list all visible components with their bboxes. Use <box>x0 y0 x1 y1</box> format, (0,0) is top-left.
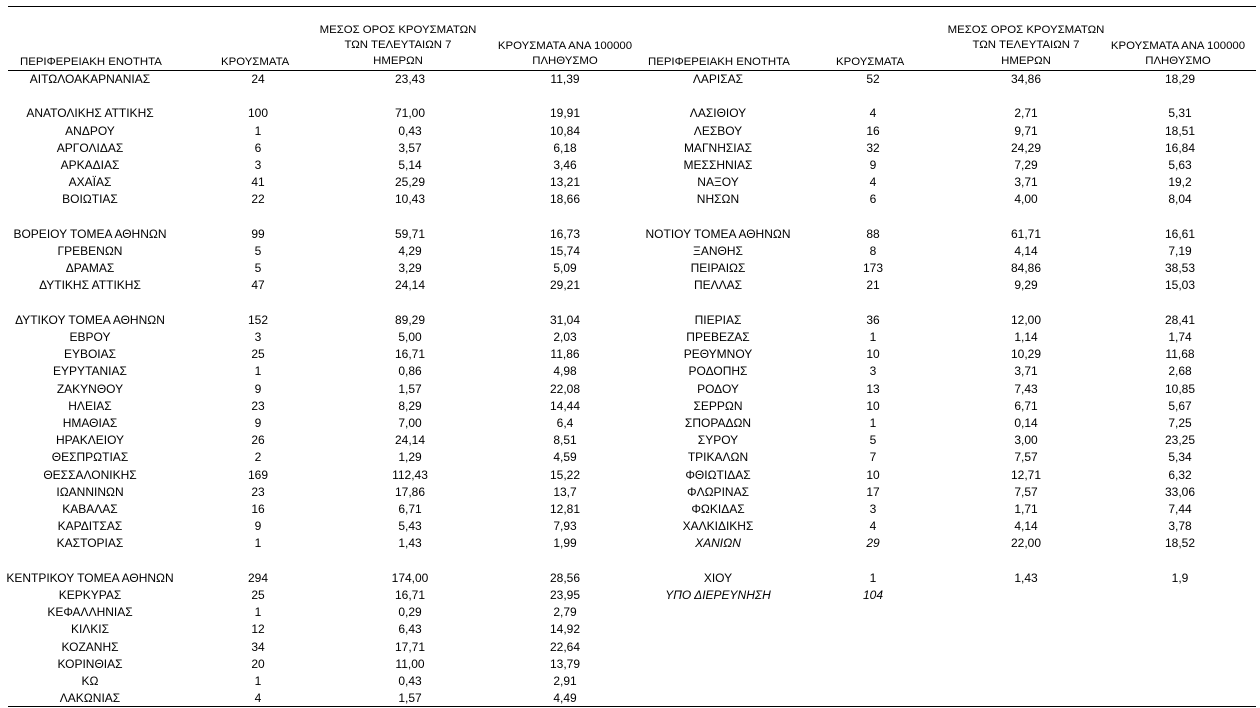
cases-per-100k: 3,78 <box>1168 519 1192 534</box>
table-row <box>0 330 1260 345</box>
cases-per-100k: 19,2 <box>1168 175 1192 190</box>
case-count: 1 <box>869 330 877 344</box>
region-name: ΠΙΕΡΙΑΣ <box>694 312 742 327</box>
table-row <box>0 364 1260 379</box>
cases-per-100k: 7,19 <box>1168 244 1192 258</box>
seven-day-average: 174,00 <box>391 570 429 585</box>
region-name: ΘΕΣΠΡΩΤΙΑΣ <box>51 450 129 465</box>
case-count: 3 <box>869 502 877 516</box>
case-count: 1 <box>254 123 262 138</box>
region-name: ΧΑΝΙΩΝ <box>695 536 741 551</box>
case-count: 3 <box>254 158 262 172</box>
table-row <box>0 141 1260 156</box>
region-name: ΗΛΕΙΑΣ <box>68 398 112 413</box>
case-count: 13 <box>866 381 880 396</box>
cases-per-100k: 38,53 <box>1164 261 1196 276</box>
header-avg-line-1: ΜΕΣΟΣ ΟΡΟΣ ΚΡΟΥΣΜΑΤΩΝ <box>947 24 1105 36</box>
header-per-100k <box>1088 40 1260 68</box>
cases-per-100k: 18,66 <box>549 192 581 207</box>
case-count: 6 <box>869 192 877 207</box>
region-name: ΛΕΣΒΟΥ <box>693 123 743 138</box>
case-count: 9 <box>869 158 877 172</box>
header-per-100k-line-1: ΚΡΟΥΣΜΑΤΑ ΑΝΑ 100000 <box>1110 40 1246 52</box>
region-name: ΣΠΟΡΑΔΩΝ <box>684 416 752 430</box>
case-count: 32 <box>866 140 880 155</box>
case-count: 29 <box>866 536 880 551</box>
cases-per-100k: 15,74 <box>549 244 581 258</box>
region-name: ΖΑΚΥΝΘΟΥ <box>56 381 124 396</box>
seven-day-average: 9,29 <box>1014 278 1038 293</box>
case-count: 26 <box>251 433 265 448</box>
region-name: ΧΙΟΥ <box>703 570 733 585</box>
region-name: ΛΑΡΙΣΑΣ <box>692 72 744 86</box>
case-count: 152 <box>247 312 269 327</box>
table-row <box>0 106 1260 121</box>
region-name: ΕΒΡΟΥ <box>69 330 111 344</box>
seven-day-average: 7,57 <box>1014 450 1038 465</box>
case-count: 294 <box>247 570 269 585</box>
header-avg-line-3: ΗΜΕΡΩΝ <box>373 54 423 67</box>
cases-per-100k: 8,04 <box>1168 192 1192 207</box>
table-row <box>0 158 1260 173</box>
seven-day-average: 0,14 <box>1014 416 1038 430</box>
region-name: ΠΡΕΒΕΖΑΣ <box>686 330 750 344</box>
region-name: ΛΑΚΩΝΙΑΣ <box>59 691 121 706</box>
region-name: ΘΕΣΣΑΛΟΝΙΚΗΣ <box>43 467 137 482</box>
case-count: 6 <box>254 140 262 155</box>
cases-per-100k: 11,68 <box>1165 347 1195 362</box>
table-row <box>0 175 1260 190</box>
header-cases: ΚΡΟΥΣΜΑΤΑ <box>221 56 290 68</box>
cases-per-100k: 5,34 <box>1168 450 1192 465</box>
region-name: ΗΜΑΘΙΑΣ <box>62 416 118 430</box>
seven-day-average: 89,29 <box>394 312 426 327</box>
case-count: 1 <box>254 536 262 551</box>
seven-day-average: 59,71 <box>394 226 426 241</box>
table-row <box>0 227 1260 242</box>
seven-day-average: 10,43 <box>394 192 426 207</box>
cases-per-100k: 6,18 <box>553 140 577 155</box>
seven-day-average: 1,14 <box>1014 330 1038 344</box>
case-count: 9 <box>254 416 262 430</box>
seven-day-average: 4,14 <box>1014 244 1038 258</box>
region-name: ΔΥΤΙΚΟΥ ΤΟΜΕΑ ΑΘΗΝΩΝ <box>15 312 165 327</box>
region-name: ΙΩΑΝΝΙΝΩΝ <box>56 484 124 499</box>
case-count: 24 <box>251 72 265 86</box>
seven-day-average: 7,29 <box>1014 158 1038 172</box>
case-count: 9 <box>254 381 262 396</box>
region-name: ΡΟΔΟΠΗΣ <box>688 364 748 379</box>
cases-per-100k: 23,95 <box>549 588 581 602</box>
region-name: ΤΡΙΚΑΛΩΝ <box>687 450 749 465</box>
region-name: ΚΕΝΤΡΙΚΟΥ ΤΟΜΕΑ ΑΘΗΝΩΝ <box>6 570 174 585</box>
seven-day-average: 2,71 <box>1014 106 1038 121</box>
region-name: ΗΡΑΚΛΕΙΟΥ <box>55 433 125 448</box>
seven-day-average: 0,29 <box>398 605 422 620</box>
case-count: 9 <box>254 519 262 534</box>
region-name: ΛΑΣΙΘΙΟΥ <box>689 106 747 121</box>
region-name: ΚΕΡΚΥΡΑΣ <box>58 588 122 602</box>
header-region: ΠΕΡΙΦΕΡΕΙΑΚΗ ΕΝΟΤΗΤΑ <box>648 56 790 68</box>
case-count: 7 <box>869 450 877 465</box>
seven-day-average: 24,29 <box>1010 140 1042 155</box>
cases-per-100k: 13,21 <box>549 175 581 190</box>
cases-per-100k: 7,25 <box>1168 416 1192 430</box>
top-rule <box>8 6 1256 7</box>
cases-per-100k: 11,39 <box>550 72 580 86</box>
seven-day-average: 7,57 <box>1014 484 1038 499</box>
region-name: ΦΩΚΙΔΑΣ <box>691 502 745 516</box>
cases-per-100k: 10,85 <box>1164 381 1196 396</box>
region-name: ΚΟΖΑΝΗΣ <box>61 639 119 654</box>
seven-day-average: 112,43 <box>392 467 428 482</box>
seven-day-average: 4,29 <box>398 244 422 258</box>
region-name: ΚΩ <box>81 674 99 688</box>
header-per-100k <box>475 40 655 68</box>
table-row <box>0 622 1260 637</box>
table-row <box>0 347 1260 362</box>
seven-day-average: 4,00 <box>1014 192 1038 207</box>
cases-per-100k: 7,44 <box>1168 502 1192 516</box>
cases-per-100k: 5,67 <box>1168 398 1192 413</box>
seven-day-average: 1,57 <box>398 381 422 396</box>
region-name: ΚΑΒΑΛΑΣ <box>62 502 118 516</box>
cases-per-100k: 12,81 <box>549 502 581 516</box>
header-avg-line-2: ΤΩΝ ΤΕΛΕΥΤΑΙΩΝ 7 <box>972 39 1080 52</box>
seven-day-average: 5,43 <box>398 519 422 534</box>
header-avg-7day <box>946 24 1106 67</box>
table-row <box>0 588 1260 603</box>
cases-per-100k: 2,68 <box>1168 364 1192 379</box>
table-row <box>0 433 1260 448</box>
cases-per-100k: 14,92 <box>549 622 581 637</box>
seven-day-average: 1,57 <box>398 691 422 706</box>
seven-day-average: 9,71 <box>1014 123 1038 138</box>
header-avg-line-1: ΜΕΣΟΣ ΟΡΟΣ ΚΡΟΥΣΜΑΤΩΝ <box>319 24 477 36</box>
header-per-100k-line-2: ΠΛΗΘΥΣΜΟ <box>532 55 598 68</box>
seven-day-average: 22,00 <box>1010 536 1042 551</box>
region-name: ΕΥΒΟΙΑΣ <box>63 347 117 362</box>
seven-day-average: 3,71 <box>1014 175 1038 190</box>
region-name: ΚΕΦΑΛΛΗΝΙΑΣ <box>47 605 133 620</box>
case-count: 4 <box>254 691 262 706</box>
case-count: 16 <box>251 502 265 516</box>
region-name: ΚΑΣΤΟΡΙΑΣ <box>56 536 124 551</box>
seven-day-average: 6,43 <box>398 622 422 637</box>
case-count: 1 <box>869 416 877 430</box>
cases-per-100k: 10,84 <box>549 123 581 138</box>
seven-day-average: 1,43 <box>1014 570 1038 585</box>
seven-day-average: 16,71 <box>394 347 426 362</box>
region-name: ΑΝΑΤΟΛΙΚΗΣ ΑΤΤΙΚΗΣ <box>26 106 154 121</box>
cases-per-100k: 18,52 <box>1164 536 1196 551</box>
region-name: ΦΛΩΡΙΝΑΣ <box>687 484 749 499</box>
case-count: 34 <box>251 639 265 654</box>
table-row <box>0 485 1260 500</box>
region-name: ΚΙΛΚΙΣ <box>70 622 110 637</box>
cases-per-100k: 8,51 <box>553 433 577 448</box>
region-name: ΣΥΡΟΥ <box>697 433 739 448</box>
case-count: 23 <box>251 484 265 499</box>
case-count: 104 <box>862 588 884 602</box>
case-count: 5 <box>254 244 262 258</box>
table-row <box>0 399 1260 414</box>
table-row <box>0 124 1260 139</box>
seven-day-average: 34,86 <box>1010 72 1042 86</box>
case-count: 16 <box>866 123 880 138</box>
cases-per-100k: 16,61 <box>1164 226 1196 241</box>
region-name: ΜΑΓΝΗΣΙΑΣ <box>683 140 753 155</box>
seven-day-average: 12,00 <box>1010 312 1042 327</box>
seven-day-average: 8,29 <box>398 398 422 413</box>
table-row <box>0 382 1260 397</box>
case-count: 5 <box>869 433 877 448</box>
table-row <box>0 244 1260 259</box>
cases-per-100k: 4,49 <box>553 691 577 706</box>
region-name: ΔΥΤΙΚΗΣ ΑΤΤΙΚΗΣ <box>39 278 141 293</box>
cases-per-100k: 4,98 <box>553 364 577 379</box>
region-name: ΑΡΓΟΛΙΔΑΣ <box>56 140 124 155</box>
case-count: 8 <box>869 244 877 258</box>
seven-day-average: 12,71 <box>1010 467 1042 482</box>
cases-per-100k: 19,91 <box>549 106 581 121</box>
region-name: ΧΑΛΚΙΔΙΚΗΣ <box>682 519 754 534</box>
seven-day-average: 7,00 <box>398 416 422 430</box>
case-count: 10 <box>866 347 880 362</box>
case-count: 25 <box>251 347 265 362</box>
cases-per-100k: 7,93 <box>553 519 577 534</box>
seven-day-average: 16,71 <box>394 588 426 602</box>
cases-per-100k: 5,09 <box>553 261 577 276</box>
header-avg-7day <box>318 24 478 67</box>
case-count: 1 <box>254 674 262 688</box>
table-row <box>0 571 1260 586</box>
case-count: 5 <box>254 261 262 276</box>
cases-per-100k: 18,51 <box>1164 123 1196 138</box>
case-count: 1 <box>869 570 877 585</box>
cases-per-100k: 15,03 <box>1164 278 1196 293</box>
seven-day-average: 3,57 <box>398 140 422 155</box>
region-name: ΜΕΣΣΗΝΙΑΣ <box>683 158 753 172</box>
cases-per-100k: 2,91 <box>553 674 577 688</box>
region-name: ΦΘΙΩΤΙΔΑΣ <box>685 467 751 482</box>
case-count: 52 <box>866 72 880 86</box>
region-name: ΔΡΑΜΑΣ <box>65 261 115 276</box>
table-row <box>0 536 1260 551</box>
case-count: 4 <box>869 106 877 121</box>
seven-day-average: 23,43 <box>394 72 426 86</box>
cases-per-100k: 4,59 <box>553 450 577 465</box>
seven-day-average: 17,71 <box>394 639 426 654</box>
case-count: 12 <box>251 622 265 637</box>
cases-per-100k: 11,86 <box>550 347 580 362</box>
cases-per-100k: 13,79 <box>549 656 581 671</box>
cases-per-100k: 22,08 <box>549 381 581 396</box>
region-name: ΓΡΕΒΕΝΩΝ <box>57 244 123 258</box>
case-count: 10 <box>866 398 880 413</box>
seven-day-average: 3,00 <box>1014 433 1038 448</box>
region-name: ΑΡΚΑΔΙΑΣ <box>60 158 120 172</box>
seven-day-average: 25,29 <box>394 175 426 190</box>
table-row <box>0 640 1260 655</box>
region-name: ΞΑΝΘΗΣ <box>693 244 743 258</box>
table-row <box>0 674 1260 689</box>
cases-per-100k: 6,32 <box>1168 467 1192 482</box>
table-row <box>0 691 1260 706</box>
table-row <box>0 468 1260 483</box>
cases-per-100k: 16,73 <box>549 226 581 241</box>
case-count: 1 <box>254 605 262 620</box>
case-count: 25 <box>251 588 265 602</box>
cases-per-100k: 2,79 <box>553 605 577 620</box>
case-count: 4 <box>869 175 877 190</box>
case-count: 3 <box>869 364 877 379</box>
seven-day-average: 5,14 <box>398 158 422 172</box>
case-count: 2 <box>254 450 262 465</box>
header-cases: ΚΡΟΥΣΜΑΤΑ <box>836 56 905 68</box>
table-row <box>0 72 1260 87</box>
case-count: 21 <box>866 278 880 293</box>
cases-per-100k: 14,44 <box>549 398 581 413</box>
header-per-100k-line-2: ΠΛΗΘΥΣΜΟ <box>1145 55 1211 68</box>
header-per-100k-line-1: ΚΡΟΥΣΜΑΤΑ ΑΝΑ 100000 <box>497 40 633 52</box>
region-name: ΕΥΡΥΤΑΝΙΑΣ <box>53 364 127 379</box>
cases-per-100k: 31,04 <box>549 312 581 327</box>
cases-per-100k: 16,84 <box>1164 140 1196 155</box>
cases-per-100k: 6,4 <box>556 416 574 430</box>
case-count: 22 <box>251 192 265 207</box>
table-row <box>0 192 1260 207</box>
cases-per-100k: 23,25 <box>1164 433 1196 448</box>
region-name: ΑΝΔΡΟΥ <box>65 123 115 138</box>
seven-day-average: 6,71 <box>1014 398 1038 413</box>
case-count: 23 <box>251 398 265 413</box>
region-name: ΣΕΡΡΩΝ <box>693 398 743 413</box>
header-avg-line-3: ΗΜΕΡΩΝ <box>1001 54 1051 67</box>
case-count: 36 <box>866 312 880 327</box>
table-row <box>0 261 1260 276</box>
case-count: 20 <box>251 656 265 671</box>
table-row <box>0 450 1260 465</box>
seven-day-average: 5,00 <box>398 330 422 344</box>
region-name: ΝΟΤΙΟΥ ΤΟΜΕΑ ΑΘΗΝΩΝ <box>645 226 791 241</box>
table-row <box>0 657 1260 672</box>
case-count: 17 <box>866 484 880 499</box>
cases-per-100k: 3,46 <box>553 158 577 172</box>
seven-day-average: 6,71 <box>398 502 422 516</box>
cases-per-100k: 13,7 <box>553 484 577 499</box>
cases-per-100k: 22,64 <box>549 639 581 654</box>
case-count: 99 <box>251 226 265 241</box>
region-name: ΥΠΟ ΔΙΕΡΕΥΝΗΣΗ <box>665 588 771 602</box>
seven-day-average: 71,00 <box>394 106 426 121</box>
case-count: 4 <box>869 519 877 534</box>
case-count: 173 <box>862 261 884 276</box>
seven-day-average: 24,14 <box>394 433 426 448</box>
seven-day-average: 10,29 <box>1010 347 1042 362</box>
header-rule <box>8 70 1256 71</box>
table-row <box>0 278 1260 293</box>
case-count: 47 <box>251 278 265 293</box>
cases-per-100k: 1,9 <box>1171 570 1189 585</box>
seven-day-average: 0,43 <box>398 123 422 138</box>
table-row <box>0 313 1260 328</box>
cases-per-100k: 18,29 <box>1164 72 1196 86</box>
seven-day-average: 24,14 <box>394 278 426 293</box>
region-name: ΒΟΡΕΙΟΥ ΤΟΜΕΑ ΑΘΗΝΩΝ <box>13 226 167 241</box>
region-name: ΑΙΤΩΛΟΑΚΑΡΝΑΝΙΑΣ <box>29 72 151 86</box>
cases-per-100k: 5,31 <box>1168 106 1192 121</box>
seven-day-average: 7,43 <box>1014 381 1038 396</box>
case-count: 1 <box>254 364 262 379</box>
seven-day-average: 4,14 <box>1014 519 1038 534</box>
table-row <box>0 502 1260 517</box>
region-name: ΠΕΙΡΑΙΩΣ <box>690 261 746 276</box>
case-count: 169 <box>247 467 269 482</box>
seven-day-average: 3,29 <box>398 261 422 276</box>
region-name: ΑΧΑΪΑΣ <box>68 175 112 190</box>
seven-day-average: 1,43 <box>398 536 422 551</box>
table-row <box>0 416 1260 431</box>
region-name: ΡΕΘΥΜΝΟΥ <box>683 347 753 362</box>
case-count: 3 <box>254 330 262 344</box>
cases-per-100k: 1,74 <box>1168 330 1192 344</box>
header-avg-line-2: ΤΩΝ ΤΕΛΕΥΤΑΙΩΝ 7 <box>344 39 452 52</box>
cases-per-100k: 2,03 <box>553 330 577 344</box>
seven-day-average: 0,86 <box>398 364 422 379</box>
cases-per-100k: 1,99 <box>553 536 577 551</box>
seven-day-average: 17,86 <box>394 484 426 499</box>
case-count: 10 <box>866 467 880 482</box>
region-name: ΡΟΔΟΥ <box>697 381 739 396</box>
cases-per-100k: 28,41 <box>1164 312 1196 327</box>
seven-day-average: 11,00 <box>395 656 425 671</box>
region-name: ΚΟΡΙΝΘΙΑΣ <box>57 656 123 671</box>
seven-day-average: 1,71 <box>1014 502 1038 516</box>
cases-per-100k: 33,06 <box>1164 484 1196 499</box>
table-row <box>0 519 1260 534</box>
region-name: ΝΑΞΟΥ <box>697 175 739 190</box>
region-name: ΒΟΙΩΤΙΑΣ <box>62 192 118 207</box>
case-count: 100 <box>247 106 269 121</box>
region-name: ΠΕΛΛΑΣ <box>693 278 743 293</box>
region-name: ΚΑΡΔΙΤΣΑΣ <box>57 519 123 534</box>
seven-day-average: 84,86 <box>1010 261 1042 276</box>
region-name: ΝΗΣΩΝ <box>696 192 740 207</box>
cases-per-100k: 5,63 <box>1168 158 1192 172</box>
seven-day-average: 1,29 <box>398 450 422 465</box>
table-row <box>0 605 1260 620</box>
case-count: 41 <box>251 175 265 190</box>
cases-per-100k: 28,56 <box>549 570 581 585</box>
seven-day-average: 0,43 <box>398 674 422 688</box>
seven-day-average: 61,71 <box>1010 226 1042 241</box>
cases-per-100k: 15,22 <box>549 467 581 482</box>
case-count: 88 <box>866 226 880 241</box>
seven-day-average: 3,71 <box>1014 364 1038 379</box>
header-region: ΠΕΡΙΦΕΡΕΙΑΚΗ ΕΝΟΤΗΤΑ <box>20 56 162 68</box>
cases-per-100k: 29,21 <box>549 278 581 293</box>
